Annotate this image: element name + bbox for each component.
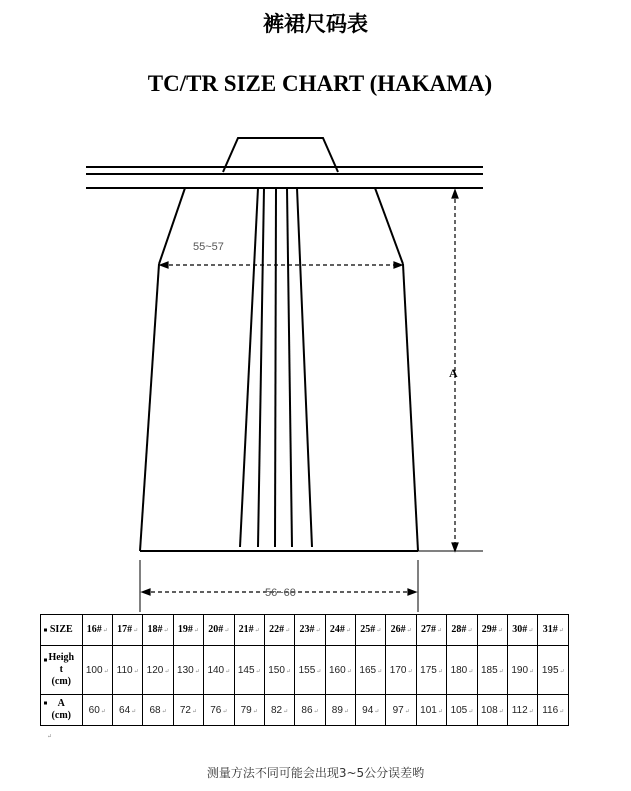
size-value: 31# — [542, 624, 558, 635]
a-value: 68 — [149, 704, 161, 716]
height-cell: 100↵ — [82, 646, 112, 695]
size-cell: 25#↵ — [356, 615, 386, 646]
size-cell: 21#↵ — [234, 615, 264, 646]
size-value: 28# — [451, 624, 467, 635]
a-cell: 64↵ — [112, 695, 142, 726]
height-cell: 175↵ — [416, 646, 446, 695]
size-cell: 27#↵ — [416, 615, 446, 646]
a-cell: 76↵ — [204, 695, 234, 726]
a-cell: 68↵ — [143, 695, 173, 726]
height-cell: 140↵ — [204, 646, 234, 695]
height-cell: 145↵ — [234, 646, 264, 695]
size-value: 16# — [86, 624, 102, 635]
paragraph-mark: ↵ — [47, 733, 53, 740]
size-cell: 20#↵ — [204, 615, 234, 646]
height-header-line2: t — [59, 664, 63, 675]
a-header-cell — [41, 695, 83, 726]
height-value: 120 — [146, 664, 164, 676]
a-value: 89 — [331, 704, 343, 716]
a-value: 60 — [88, 704, 100, 716]
a-cell: 116↵ — [538, 695, 569, 726]
a-cell: 97↵ — [386, 695, 416, 726]
height-value: 150 — [268, 664, 285, 676]
arrow-head — [452, 190, 458, 198]
a-value: 86 — [301, 704, 313, 716]
height-row — [41, 646, 569, 695]
pleat-line — [240, 188, 258, 547]
size-cell: 23#↵ — [295, 615, 325, 646]
size-cell: 22#↵ — [264, 615, 294, 646]
height-header-line1: Heigh — [48, 652, 75, 663]
size-value: 30# — [512, 624, 528, 635]
height-header-unit: (cm) — [51, 676, 71, 687]
a-value: 94 — [362, 704, 374, 716]
height-value: 195 — [541, 664, 559, 676]
a-value: 108 — [480, 704, 498, 716]
pleat-line — [275, 188, 276, 547]
size-value: 22# — [269, 624, 285, 635]
height-value: 170 — [389, 664, 407, 676]
size-value: 29# — [481, 624, 497, 635]
size-value: 27# — [421, 624, 437, 635]
right-side — [403, 264, 418, 551]
a-value: 101 — [420, 704, 437, 716]
height-value: 160 — [329, 664, 346, 676]
size-value: 23# — [299, 624, 315, 635]
height-cell: 130↵ — [173, 646, 203, 695]
a-value: 76 — [210, 704, 222, 716]
size-cell: 17#↵ — [112, 615, 142, 646]
a-header-unit: (cm) — [51, 710, 71, 721]
height-cell: 160↵ — [325, 646, 355, 695]
a-value: 82 — [271, 704, 283, 716]
size-value: 20# — [208, 624, 224, 635]
a-cell: 89↵ — [325, 695, 355, 726]
a-value: 79 — [240, 704, 252, 716]
size-cell: 30#↵ — [508, 615, 538, 646]
size-value: 18# — [147, 624, 163, 635]
height-value: 140 — [207, 664, 225, 676]
arrow-head — [408, 589, 416, 595]
size-header-cell — [41, 615, 83, 646]
size-cell: 29#↵ — [477, 615, 507, 646]
a-cell: 101↵ — [416, 695, 446, 726]
height-value: 185 — [480, 664, 498, 676]
arrow-head — [452, 543, 458, 551]
height-cell: 150↵ — [264, 646, 294, 695]
left-side — [140, 264, 159, 551]
chinese-title: 裤裙尺码表 — [263, 12, 368, 36]
a-cell: 108↵ — [477, 695, 507, 726]
a-cell: 60↵ — [82, 695, 112, 726]
size-header: SIZE — [49, 624, 73, 635]
size-cell: 18#↵ — [143, 615, 173, 646]
height-value: 190 — [511, 664, 529, 676]
arrow-head — [142, 589, 150, 595]
size-value: 19# — [177, 624, 193, 635]
height-header-cell — [41, 646, 83, 695]
a-value: 97 — [392, 704, 404, 716]
pleat-line — [297, 188, 312, 547]
height-cell: 165↵ — [356, 646, 386, 695]
a-cell: 79↵ — [234, 695, 264, 726]
height-cell: 110↵ — [112, 646, 142, 695]
size-cell: 19#↵ — [173, 615, 203, 646]
height-value: 110 — [116, 664, 133, 676]
size-value: 17# — [117, 624, 133, 635]
size-cell: 26#↵ — [386, 615, 416, 646]
size-value: 21# — [238, 624, 254, 635]
a-cell: 72↵ — [173, 695, 203, 726]
arrow-head — [160, 262, 168, 268]
a-value: 112 — [511, 704, 528, 716]
a-cell: 105↵ — [447, 695, 477, 726]
a-cell: 94↵ — [356, 695, 386, 726]
size-table — [40, 614, 569, 726]
size-row — [41, 615, 569, 646]
height-value: 180 — [450, 664, 468, 676]
a-cell: 82↵ — [264, 695, 294, 726]
height-cell: 195↵ — [538, 646, 569, 695]
a-value: 105 — [450, 704, 468, 716]
left-slit — [159, 188, 185, 264]
arrow-head — [394, 262, 402, 268]
size-value: 26# — [390, 624, 406, 635]
height-cell: 155↵ — [295, 646, 325, 695]
a-cell: 86↵ — [295, 695, 325, 726]
length-label: A — [449, 366, 458, 380]
size-cell: 16#↵ — [82, 615, 112, 646]
size-cell: 24#↵ — [325, 615, 355, 646]
height-value: 100 — [85, 664, 103, 676]
height-cell: 120↵ — [143, 646, 173, 695]
size-cell: 28#↵ — [447, 615, 477, 646]
height-value: 130 — [177, 664, 194, 676]
a-header: A — [57, 698, 65, 709]
height-value: 165 — [359, 664, 377, 676]
height-cell: 170↵ — [386, 646, 416, 695]
english-title: TC/TR SIZE CHART (HAKAMA) — [147, 71, 493, 96]
hem-label: 56~60 — [265, 587, 296, 599]
pleat-line — [287, 188, 292, 547]
a-value: 72 — [179, 704, 191, 716]
right-slit — [375, 188, 403, 264]
size-cell: 31#↵ — [538, 615, 569, 646]
a-row — [41, 695, 569, 726]
size-value: 24# — [329, 624, 345, 635]
a-value: 116 — [542, 704, 559, 716]
pleat-line — [258, 188, 264, 547]
size-value: 25# — [360, 624, 376, 635]
a-value: 64 — [119, 704, 131, 716]
a-cell: 112↵ — [508, 695, 538, 726]
height-value: 145 — [237, 664, 255, 676]
height-cell: 180↵ — [447, 646, 477, 695]
width-label: 55~57 — [193, 241, 224, 253]
footnote: 测量方法不同可能会出现3~5公分误差哟 — [206, 766, 425, 780]
height-cell: 185↵ — [477, 646, 507, 695]
height-value: 155 — [298, 664, 316, 676]
height-cell: 190↵ — [508, 646, 538, 695]
height-value: 175 — [420, 664, 437, 676]
